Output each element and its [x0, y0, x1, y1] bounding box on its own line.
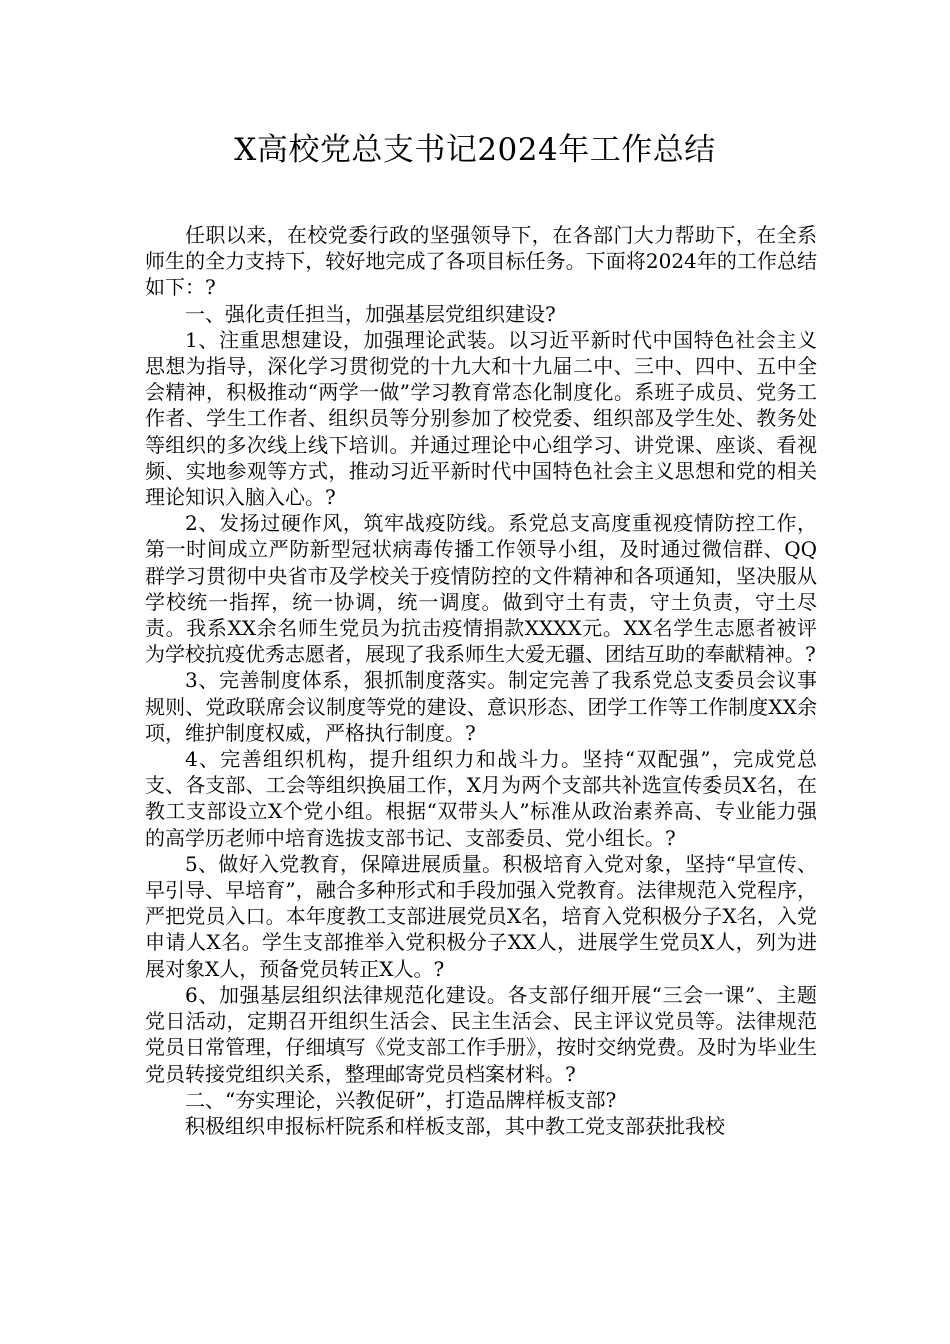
document-body — [145, 222, 817, 1139]
item-paragraph-3: 3、完善制度体系，狠抓制度落实。制定完善了我系党总支委员会议事规则、党政联席会议制度等党的建设、意识形态、团学工作等工作制度XX余项，维护制度权威，严格执行制度。? — [145, 668, 817, 745]
item-paragraph-5: 5、做好入党教育，保障进展质量。积极培育入党对象，坚持“早宣传、早引导、早培育”，融合多种形式和手段加强入党教育。法律规范入党程序，严把党员入口。本年度教工支部进展党员X名，培育入党积极分子X名，入党申请人X名。学生支部推举入党积极分子XX人，进展学生党员X人，列为进展对象X人，预备党员转正X人。? — [145, 851, 817, 981]
item-paragraph-6: 6、加强基层组织法律规范化建设。各支部仔细开展“三会一课”、主题党日活动，定期召开组织生活会、民主生活会、民主评议党员等。法律规范党员日常管理，仔细填写《党支部工作手册》，按时交纳党费。及时为毕业生党员转接党组织关系，整理邮寄党员档案材料。? — [145, 982, 817, 1086]
document-title: X高校党总支书记2024年工作总结 — [234, 132, 716, 168]
item-paragraph-4: 4、完善组织机构，提升组织力和战斗力。坚持“双配强”，完成党总支、各支部、工会等组织换届工作，X月为两个支部共补选宣传委员X名，在教工支部设立X个党小组。根据“双带头人”标准从政治素养高、专业能力强的高学历老师中培育选拔支部书记、支部委员、党小组长。? — [145, 747, 817, 850]
item-paragraph-1: 1、注重思想建设，加强理论武装。以习近平新时代中国特色社会主义思想为指导，深化学习贯彻党的十九大和十九届二中、三中、四中、五中全会精神，积极推动“两学一做”学习教育常态化制度化。系班子成员、党务工作者、学生工作者、组织员等分别参加了校党委、组织部及学生处、教务处等组织的多次线上线下培训。并通过理论中心组学习、讲党课、座谈、看视频、实地参观等方式，推动习近平新时代中国特色社会主义思想和党的相关理论知识入脑入心。? — [145, 327, 817, 510]
section-heading-1: 一、强化责任担当，加强基层党组织建设? — [185, 301, 556, 326]
item-paragraph-2: 2、发扬过硬作风，筑牢战疫防线。系党总支高度重视疫情防控工作，第一时间成立严防新型冠状病毒传播工作领导小组，及时通过微信群、QQ群学习贯彻中央省市及学校关于疫情防控的文件精神和各项通知，坚决服从学校统一指挥，统一协调，统一调度。做到守土有责，守土负责，守土尽责。我系XX余名师生党员为抗击疫情捐款XXXX元。XX名学生志愿者被评为学校抗疫优秀志愿者，展现了我系师生大爱无疆、团结互助的奉献精神。? — [145, 511, 817, 667]
section-heading-2: 二、“夯实理论，兴教促研”，打造品牌样板支部? — [185, 1087, 617, 1112]
section-2-paragraph: 积极组织申报标杆院系和样板支部，其中教工党支部获批我校 — [185, 1113, 725, 1138]
intro-paragraph: 任职以来，在校党委行政的坚强领导下，在各部门大力帮助下，在全系师生的全力支持下，较好地完成了各项目标任务。下面将2024年的工作总结如下：? — [145, 223, 817, 300]
